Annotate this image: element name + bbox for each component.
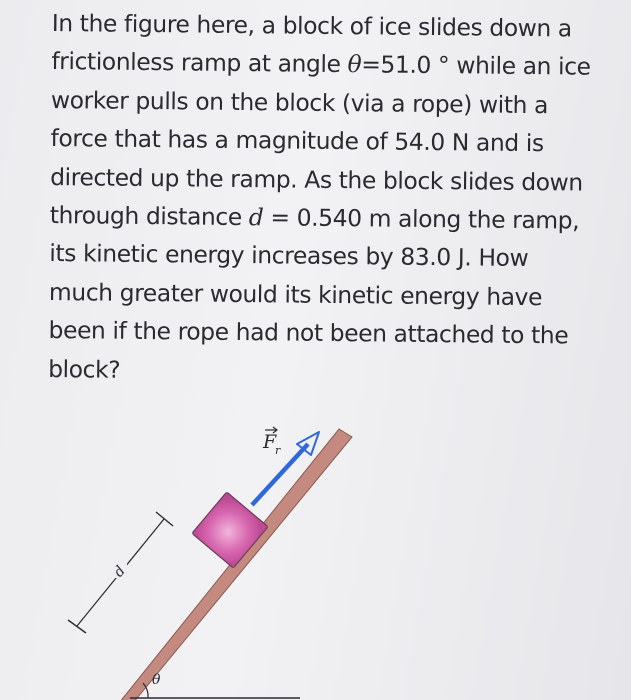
angle-label: θ (152, 672, 161, 688)
variable-symbol: d (248, 203, 264, 232)
problem-line: through distance d = 0.540 m along the ramp, (49, 201, 580, 235)
distance-marker (68, 512, 173, 633)
svg-text:F: F (263, 431, 277, 453)
problem-line: its kinetic energy increases by 83.0 J. How (49, 239, 529, 273)
problem-line: worker pulls on the block (via a rope) with a (50, 85, 549, 120)
problem-line: block? (48, 354, 121, 384)
problem-line: much greater would its kinetic energy have (48, 277, 543, 311)
problem-line: In the figure here, a block of ice slides down a (51, 8, 572, 43)
svg-text:d: d (110, 563, 129, 581)
ice-block (192, 492, 268, 568)
problem-line: frictionless ramp at angle θ=51.0 ° while an ice (51, 47, 591, 82)
variable-symbol: θ (347, 50, 362, 79)
problem-line: force that has a magnitude of 54.0 N and is (50, 124, 544, 158)
svg-text:r: r (275, 444, 281, 457)
problem-line: directed up the ramp. As the block slides down (50, 162, 583, 197)
problem-line: been if the rope had not been attached to the (48, 316, 569, 350)
force-label (262, 427, 281, 457)
